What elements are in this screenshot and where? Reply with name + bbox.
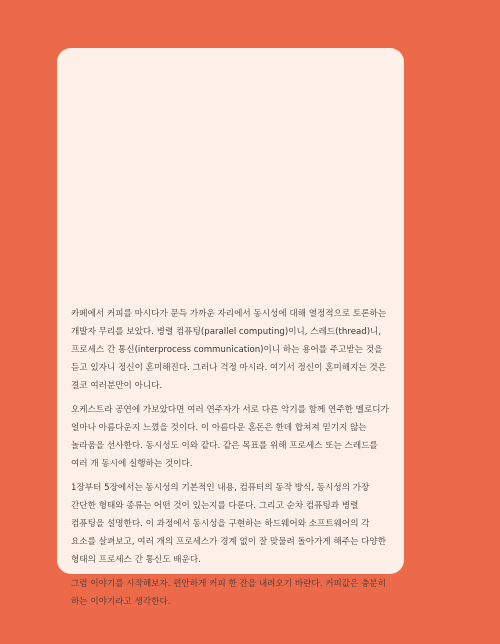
intro-text bbox=[71, 305, 390, 617]
paragraph-3: 1장부터 5장에서는 동시성의 기본적인 내용, 컴퓨터의 동작 방식, 동시성의 가장 간단한 형태와 종류는 어떤 것이 있는지를 다룬다. 그리고 순차 컴퓨팅과 병렬 컴퓨팅을 설명한다. 이 과정에서 동시성을 구현하는 하드웨어와 소프트웨어의 각 요소를 살펴보고, 여러 개의 프로세스가 경계 없이 잘 맞물려 돌아가게 해주는 다양한 형태의 프로세스 간 통신도 배운다. bbox=[71, 483, 387, 565]
content-card bbox=[57, 48, 404, 607]
paragraph-1: 카페에서 커피를 마시다가 문득 가까운 자리에서 동시성에 대해 열정적으로 토론하는 개발자 무리를 보았다. 병렬 컴퓨팅(parallel computing)이니, 스레드(thread)니, 프로세스 간 통신(interprocess communication)이니 하는 용어를 주고받는 것을 듣고 있자니 정신이 혼미해진다. 그러나 걱정 마시라. 여기서 정신이 혼미해지는 것은 결코 여러분만이 아니다. bbox=[71, 309, 387, 391]
paragraph-2: 오케스트라 공연에 가보았다면 여러 연주자가 서로 다른 악기를 함께 연주한 멜로디가 얼마나 아름다운지 느꼈을 것이다. 이 아름다운 혼돈은 한데 합쳐져 믿기지 않는 놀라움을 선사한다. 동시성도 이와 같다. 같은 목표를 위해 프로세스 또는 스레드를 여러 개 동시에 실행하는 것이다. bbox=[71, 405, 389, 469]
paragraph-4: 그럼 이야기를 시작해보자. 편안하게 커피 한 잔을 내려오기 바란다. 커피값은 충분히 하는 이야기라고 생각한다. bbox=[71, 579, 387, 607]
